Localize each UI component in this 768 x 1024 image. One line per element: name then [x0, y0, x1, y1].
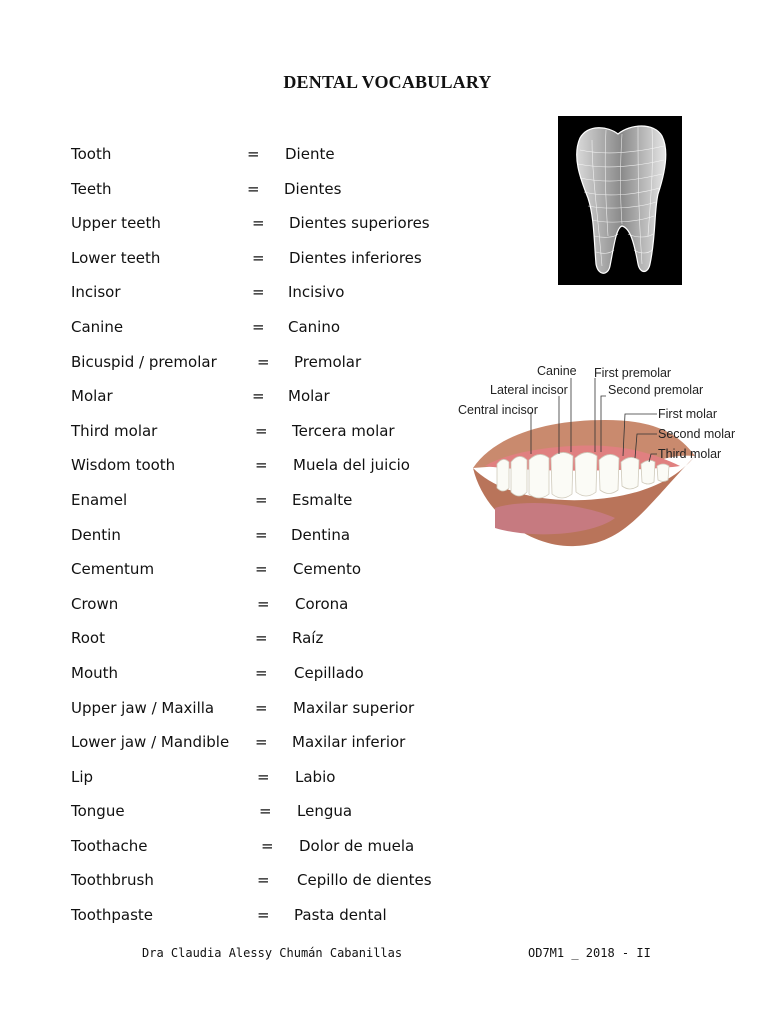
- footer-course: OD7M1 _ 2018 - II: [528, 946, 651, 960]
- vocab-row: [71, 525, 471, 560]
- vocab-english: Upper jaw / Maxilla: [71, 698, 215, 717]
- vocab-english: Toothpaste: [71, 906, 153, 925]
- vocab-row: [71, 282, 471, 317]
- vocab-row: [71, 386, 471, 421]
- vocab-spanish: Dientes inferiores: [289, 248, 422, 267]
- vocab-spanish: Muela del juicio: [293, 456, 410, 475]
- vocab-equals: =: [252, 387, 265, 406]
- footer-author: Dra Claudia Alessy Chumán Cabanillas: [142, 946, 403, 960]
- vocab-spanish: Maxilar inferior: [292, 733, 406, 752]
- vocab-spanish: Canino: [288, 317, 341, 336]
- vocab-equals: =: [247, 145, 260, 163]
- label-central-incisor: Central incisor: [458, 403, 538, 417]
- vocab-row: [71, 663, 471, 698]
- vocab-equals: =: [259, 802, 272, 821]
- vocab-equals: =: [257, 594, 270, 613]
- label-second-premolar: Second premolar: [608, 383, 704, 397]
- vocab-english: Cementum: [71, 560, 155, 579]
- vocab-row: [71, 905, 471, 940]
- vocab-equals: =: [261, 836, 274, 855]
- vocab-equals: =: [257, 871, 270, 890]
- vocab-row: [71, 870, 471, 905]
- vocab-row: [71, 421, 471, 456]
- vocab-spanish: Raíz: [292, 629, 324, 648]
- vocab-spanish: Tercera molar: [292, 421, 395, 440]
- vocab-row: [71, 213, 471, 248]
- vocab-row: [71, 801, 471, 836]
- vocab-spanish: Maxilar superior: [293, 698, 415, 717]
- vocab-equals: =: [252, 317, 265, 336]
- vocab-english: Dentin: [71, 525, 121, 544]
- vocabulary-list: [71, 144, 471, 940]
- vocab-english: Third molar: [71, 421, 158, 440]
- vocab-equals: =: [255, 456, 268, 475]
- teeth-diagram: [455, 358, 740, 558]
- vocab-english: Molar: [71, 387, 113, 406]
- vocab-row: [71, 559, 471, 594]
- vocab-equals: =: [252, 248, 265, 267]
- vocab-spanish: Pasta dental: [294, 906, 387, 925]
- vocab-english: Crown: [71, 594, 119, 613]
- vocab-row: [71, 317, 471, 352]
- vocab-english: Lower teeth: [71, 248, 161, 267]
- vocab-english: Canine: [71, 317, 124, 336]
- vocab-row: [71, 490, 471, 525]
- vocab-equals: =: [247, 179, 260, 198]
- vocab-equals: =: [252, 283, 265, 302]
- vocab-spanish: Premolar: [294, 352, 362, 371]
- vocab-row: [71, 732, 471, 767]
- vocab-row: [71, 628, 471, 663]
- vocab-spanish: Cepillo de dientes: [297, 871, 432, 890]
- vocab-row: [71, 836, 471, 871]
- vocab-english: Root: [71, 629, 105, 648]
- vocab-english: Toothache: [71, 836, 148, 855]
- page-title: DENTAL VOCABULARY: [283, 72, 492, 92]
- vocab-row: [71, 594, 471, 629]
- label-first-premolar: First premolar: [594, 366, 672, 380]
- tooth-3d-image: [558, 116, 682, 285]
- vocab-row: [71, 455, 471, 490]
- vocab-equals: =: [257, 767, 270, 786]
- vocab-equals: =: [255, 421, 268, 440]
- vocab-spanish: Diente: [285, 145, 335, 163]
- vocab-equals: =: [255, 698, 268, 717]
- vocab-spanish: Dientes: [284, 179, 342, 198]
- vocab-english: Upper teeth: [71, 214, 161, 233]
- vocab-equals: =: [252, 214, 265, 233]
- vocab-english: Lower jaw / Mandible: [71, 733, 230, 752]
- vocab-equals: =: [255, 663, 268, 682]
- vocab-row: [71, 352, 471, 387]
- vocab-spanish: Dentina: [291, 525, 351, 544]
- vocab-spanish: Corona: [295, 594, 349, 613]
- label-canine: Canine: [537, 364, 577, 378]
- vocab-spanish: Esmalte: [292, 490, 353, 509]
- vocab-english: Incisor: [71, 283, 121, 302]
- vocab-equals: =: [255, 525, 268, 544]
- vocab-row: [71, 144, 471, 179]
- vocab-spanish: Cepillado: [294, 663, 364, 682]
- vocab-row: [71, 767, 471, 802]
- vocab-row: [71, 179, 471, 214]
- vocab-spanish: Incisivo: [288, 283, 345, 302]
- vocab-row: [71, 248, 471, 283]
- vocab-english: Teeth: [71, 179, 112, 198]
- vocab-equals: =: [257, 906, 270, 925]
- vocab-spanish: Cemento: [293, 560, 362, 579]
- vocab-english: Enamel: [71, 490, 128, 509]
- vocab-english: Lip: [71, 767, 94, 786]
- vocab-equals: =: [255, 490, 268, 509]
- vocab-equals: =: [257, 352, 270, 371]
- vocab-spanish: Labio: [295, 767, 336, 786]
- vocab-equals: =: [255, 560, 268, 579]
- label-first-molar: First molar: [658, 407, 718, 421]
- vocab-english: Toothbrush: [71, 871, 154, 890]
- vocab-spanish: Dolor de muela: [299, 836, 415, 855]
- label-second-molar: Second molar: [658, 427, 736, 441]
- vocab-english: Mouth: [71, 663, 119, 682]
- vocab-english: Bicuspid / premolar: [71, 352, 217, 371]
- vocab-equals: =: [255, 733, 268, 752]
- vocab-equals: =: [255, 629, 268, 648]
- vocab-row: [71, 698, 471, 733]
- vocab-english: Wisdom tooth: [71, 456, 176, 475]
- label-lateral-incisor: Lateral incisor: [490, 383, 568, 397]
- vocab-english: Tooth: [71, 145, 112, 163]
- vocab-spanish: Lengua: [297, 802, 353, 821]
- label-third-molar: Third molar: [658, 447, 722, 461]
- vocab-spanish: Molar: [288, 387, 330, 406]
- vocab-spanish: Dientes superiores: [289, 214, 430, 233]
- vocab-english: Tongue: [71, 802, 125, 821]
